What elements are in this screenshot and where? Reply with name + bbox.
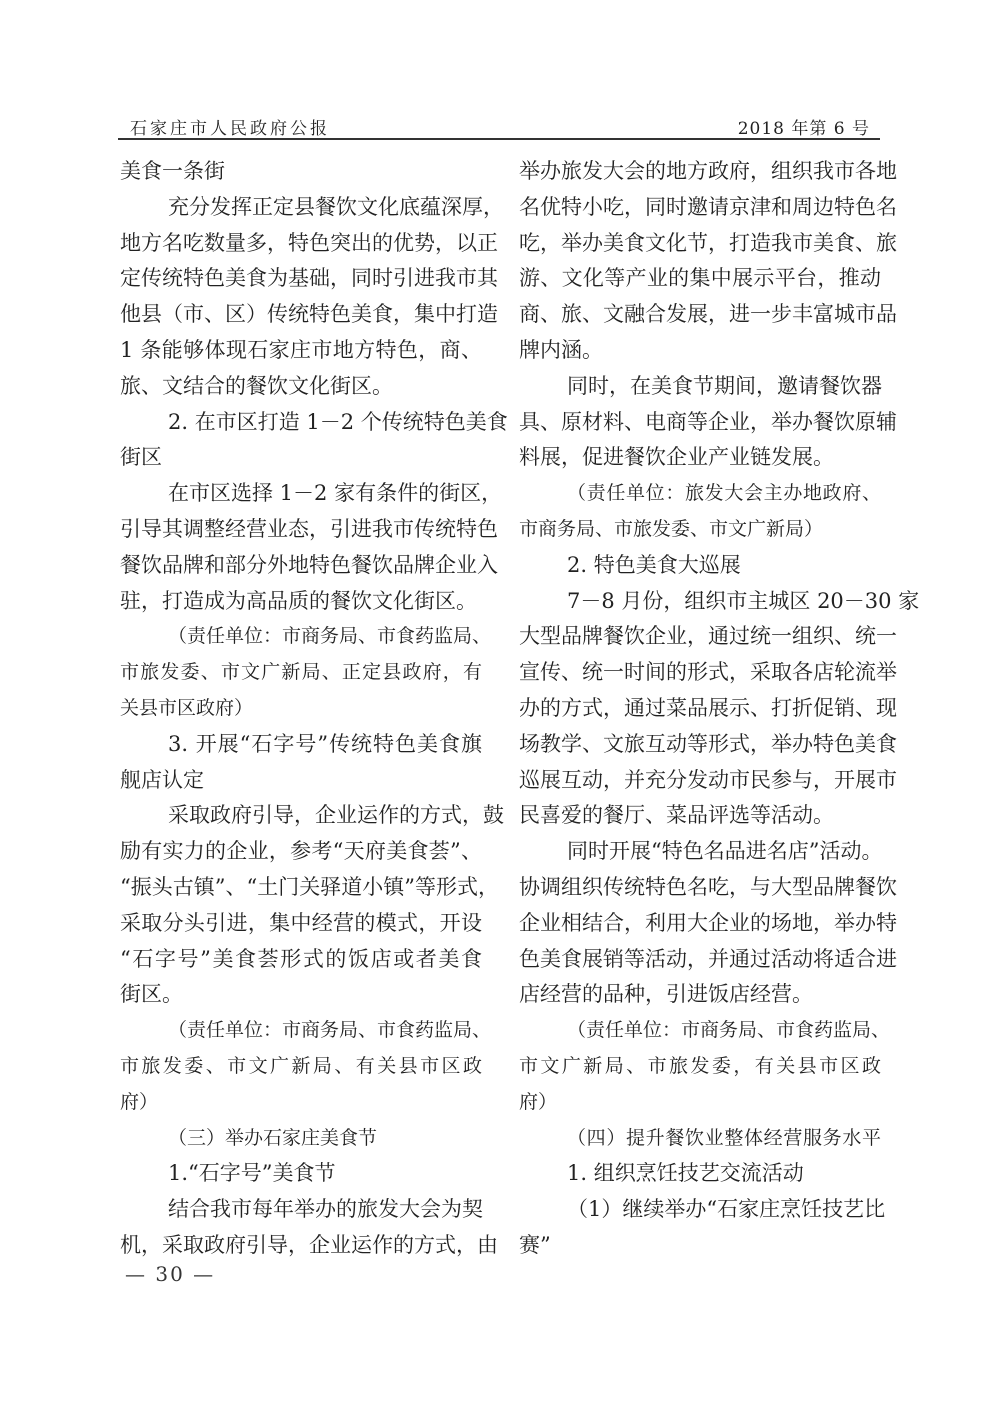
text-line: 协调组织传统特色名吃，与大型品牌餐饮 — [519, 874, 897, 899]
right-column — [519, 154, 920, 1264]
text-line: 市旅发委、市文广新局、正定县政府，有 — [120, 661, 482, 684]
text-line: “石字号”美食荟形式的饭店或者美食 — [120, 946, 482, 971]
text-line: （三）举办石家庄美食节 — [168, 1126, 378, 1149]
header-rule — [118, 138, 880, 140]
running-header — [118, 112, 880, 138]
publication-title: 石家庄市人民政府公报 — [130, 119, 330, 139]
text-line: 商、旅、文融合发展，进一步丰富城市品 — [519, 302, 897, 327]
text-line: 励有实力的企业，参考“天府美食荟”、 — [120, 839, 482, 864]
text-line: 具、原材料、电商等企业，举办餐饮原辅 — [519, 409, 897, 434]
text-line: 街区。 — [120, 982, 183, 1007]
text-line: 机，采取政府引导，企业运作的方式，由 — [120, 1232, 498, 1257]
page-number: — 30 — — [125, 1262, 216, 1286]
text-line: 大型品牌餐饮企业，通过统一组织、统一 — [519, 624, 897, 649]
text-line: 关县市区政府） — [120, 696, 254, 719]
text-line: 驻，打造成为高品质的餐饮文化街区。 — [120, 588, 477, 613]
text-line: 市文广新局、市旅发委，有关县市区政 — [519, 1054, 881, 1077]
text-line: 企业相结合，利用大企业的场地，举办特 — [519, 910, 897, 935]
text-line: 赛” — [519, 1232, 551, 1257]
text-line: 料展，促进餐饮企业产业链发展。 — [519, 445, 834, 470]
text-line: 1. 组织烹饪技艺交流活动 — [567, 1161, 804, 1186]
text-line: （责任单位：市商务局、市食药监局、 — [168, 625, 492, 648]
text-line: 同时，在美食节期间，邀请餐饮器 — [567, 373, 882, 398]
text-line: 1.“石字号”美食节 — [168, 1161, 336, 1186]
text-line: 同时开展“特色名品进名店”活动。 — [567, 839, 883, 864]
text-line: 定传统特色美食为基础，同时引进我市其 — [120, 266, 498, 291]
text-line: 吃，举办美食文化节，打造我市美食、旅 — [519, 230, 897, 255]
text-line: 结合我市每年举办的旅发大会为契 — [168, 1197, 483, 1222]
text-line: 1 条能够体现石家庄市地方特色，商、 — [120, 337, 482, 362]
text-line: 游、文化等产业的集中展示平台，推动 — [519, 266, 881, 291]
text-line: 地方名吃数量多，特色突出的优势，以正 — [120, 230, 498, 255]
text-line: 采取政府引导，企业运作的方式，鼓 — [168, 803, 504, 828]
text-line: 府） — [120, 1090, 159, 1113]
text-line: 引导其调整经营业态，引进我市传统特色 — [120, 516, 498, 541]
text-line: 他县（市、区）传统特色美食，集中打造 — [120, 302, 498, 327]
text-line: 充分发挥正定县餐饮文化底蕴深厚， — [168, 194, 504, 219]
text-line: “振头古镇”、“土门关驿道小镇”等形式， — [120, 874, 499, 899]
text-line: （责任单位：旅发大会主办地政府、 — [567, 482, 881, 505]
text-line: 美食一条街 — [120, 159, 225, 183]
text-line: （四）提升餐饮业整体经营服务水平 — [567, 1126, 881, 1149]
text-line: （1）继续举办“石家庄烹饪技艺比 — [567, 1197, 886, 1222]
text-line: （责任单位：市商务局、市食药监局、 — [567, 1019, 891, 1042]
text-line: 街区 — [120, 445, 162, 470]
text-line: 办的方式，通过菜品展示、打折促销、现 — [519, 695, 897, 720]
text-line: 2. 特色美食大巡展 — [567, 552, 741, 577]
text-line: 在市区选择 1－2 家有条件的街区， — [168, 481, 503, 506]
text-line: 旅、文结合的餐饮文化街区。 — [120, 373, 393, 398]
text-line: 名优特小吃，同时邀请京津和周边特色名 — [519, 194, 897, 219]
text-line: 7－8 月份，组织市主城区 20－30 家 — [567, 588, 920, 613]
text-line: 举办旅发大会的地方政府，组织我市各地 — [519, 159, 897, 183]
text-line: 民喜爱的餐厅、菜品评选等活动。 — [519, 803, 834, 828]
text-line: 色美食展销等活动，并通过活动将适合进 — [519, 946, 897, 971]
text-line: 店经营的品种，引进饭店经营。 — [519, 982, 813, 1007]
text-line: 2. 在市区打造 1－2 个传统特色美食 — [168, 409, 508, 434]
text-line: 3. 开展“石字号”传统特色美食旗 — [168, 731, 482, 756]
text-line: 巡展互动，并充分发动市民参与，开展市 — [519, 767, 897, 792]
text-line: 牌内涵。 — [519, 337, 603, 362]
issue-number: 2018 年第 6 号 — [737, 119, 870, 139]
text-line: 场教学、文旅互动等形式，举办特色美食 — [519, 731, 897, 756]
text-line: 府） — [519, 1090, 558, 1113]
text-line: 舰店认定 — [120, 767, 204, 792]
text-line: 市商务局、市旅发委、市文广新局） — [519, 517, 824, 540]
left-column — [120, 154, 508, 1264]
text-line: 餐饮品牌和部分外地特色餐饮品牌企业入 — [120, 552, 498, 577]
text-line: 宣传、统一时间的形式，采取各店轮流举 — [519, 660, 897, 685]
text-line: 市旅发委、市文广新局、有关县市区政 — [120, 1054, 482, 1077]
text-line: 采取分头引进，集中经营的模式，开设 — [120, 910, 482, 935]
text-line: （责任单位：市商务局、市食药监局、 — [168, 1019, 492, 1042]
